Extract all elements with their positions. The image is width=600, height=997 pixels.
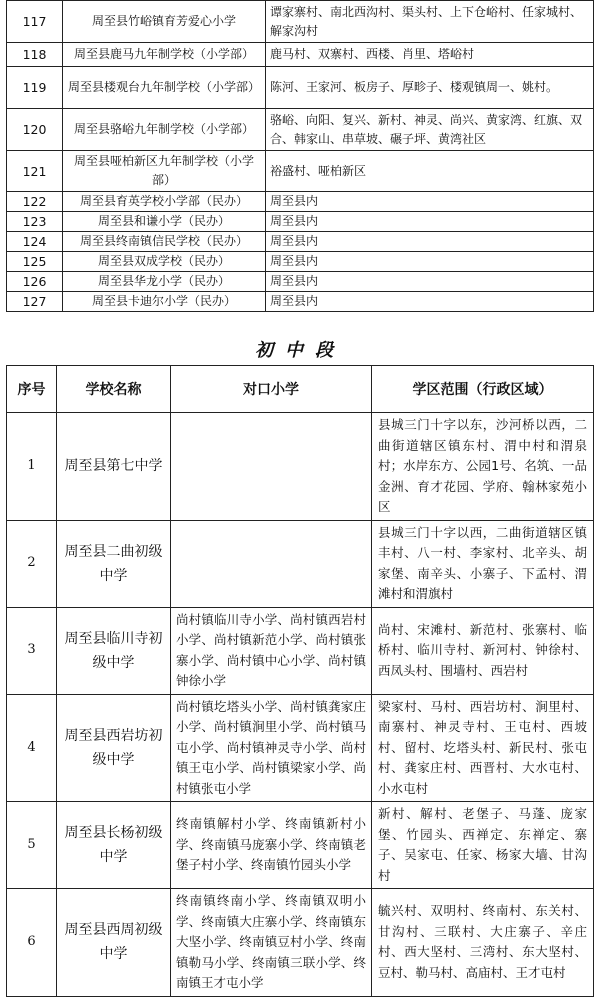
district-area: 梁家村、马村、西岩坊村、涧里村、南寨村、神灵寺村、王屯村、西坡村、留村、圪塔头村、新民村、张屯村、龚家庄村、西晋村、大水屯村、小水屯村 [372,694,594,802]
district-area: 周至县内 [266,212,594,232]
school-name: 周至县终南镇信民学校（民办） [63,232,266,252]
table-row [7,272,594,292]
table-row [7,67,594,109]
table-row [7,109,594,151]
school-name: 周至县华龙小学（民办） [63,272,266,292]
row-number: 4 [7,694,57,802]
table-row [7,607,594,694]
school-name: 周至县西岩坊初级中学 [57,694,171,802]
row-number: 121 [7,151,63,192]
feeder-schools [171,520,372,607]
school-name: 周至县卡迪尔小学（民办） [63,292,266,312]
school-name: 周至县哑柏新区九年制学校（小学部） [63,151,266,192]
school-name: 周至县骆峪九年制学校（小学部） [63,109,266,151]
row-number: 1 [7,413,57,521]
school-name: 周至县长杨初级中学 [57,802,171,889]
school-name: 周至县鹿马九年制学校（小学部） [63,43,266,67]
district-area: 鹿马村、双寨村、西楼、肖里、塔峪村 [266,43,594,67]
district-area: 毓兴村、双明村、终南村、东关村、甘沟村、三联村、大庄寨子、辛庄村、西大坚村、三湾村、东大坚村、豆村、勒马村、高庙村、王才屯村 [372,889,594,997]
table-row [7,413,594,521]
middle-school-table [6,365,594,997]
district-area: 周至县内 [266,232,594,252]
header-school: 学校名称 [57,366,171,413]
section-title: 初中段 [255,340,345,361]
row-number: 119 [7,67,63,109]
school-name: 周至县西周初级中学 [57,889,171,997]
row-number: 118 [7,43,63,67]
feeder-schools: 尚村镇临川寺小学、尚村镇西岩村小学、尚村镇新范小学、尚村镇张寨小学、尚村镇中心小学、尚村镇钟徐小学 [171,607,372,694]
row-number: 126 [7,272,63,292]
district-area: 尚村、宋滩村、新范村、张寨村、临桥村、临川寺村、新河村、钟徐村、西凤头村、围墙村、西岩村 [372,607,594,694]
feeder-schools: 终南镇终南小学、终南镇双明小学、终南镇大庄寨小学、终南镇东大坚小学、终南镇豆村小学、终南镇勒马小学、终南镇三联小学、终南镇王才屯小学 [171,889,372,997]
school-name: 周至县和谦小学（民办） [63,212,266,232]
primary-school-table [6,0,594,312]
district-area: 县城三门十字以西，二曲街道辖区镇丰村、八一村、李家村、北辛头、胡家堡、南辛头、小寨子、下孟村、渭滩村和渭旗村 [372,520,594,607]
table-row [7,151,594,192]
row-number: 5 [7,802,57,889]
feeder-schools: 尚村镇圪塔头小学、尚村镇龚家庄小学、尚村镇涧里小学、尚村镇马屯小学、尚村镇神灵寺小学、尚村镇王屯小学、尚村镇梁家小学、尚村镇张屯小学 [171,694,372,802]
table-row [7,802,594,889]
header-number: 序号 [7,366,57,413]
school-name: 周至县楼观台九年制学校（小学部） [63,67,266,109]
row-number: 124 [7,232,63,252]
district-area: 裕盛村、哑柏新区 [266,151,594,192]
feeder-schools: 终南镇解村小学、终南镇新村小学、终南镇马庞寨小学、终南镇老堡子村小学、终南镇竹园头小学 [171,802,372,889]
table-row [7,192,594,212]
row-number: 2 [7,520,57,607]
school-name: 周至县双成学校（民办） [63,252,266,272]
district-area: 陈河、王家河、板房子、厚畛子、楼观镇周一、姚村。 [266,67,594,109]
row-number: 123 [7,212,63,232]
district-area: 周至县内 [266,192,594,212]
row-number: 6 [7,889,57,997]
feeder-schools [171,413,372,521]
table-header-row [7,366,594,413]
district-area: 骆峪、向阳、复兴、新村、神灵、尚兴、黄家湾、红旗、双合、韩家山、串草坡、碾子坪、黄湾社区 [266,109,594,151]
table-row [7,212,594,232]
school-name: 周至县第七中学 [57,413,171,521]
row-number: 117 [7,1,63,43]
row-number: 125 [7,252,63,272]
table-row [7,292,594,312]
school-name: 周至县竹峪镇育芳爱心小学 [63,1,266,43]
header-area: 学区范围（行政区域） [372,366,594,413]
row-number: 120 [7,109,63,151]
school-name: 周至县育英学校小学部（民办） [63,192,266,212]
table-row [7,889,594,997]
table-row [7,1,594,43]
district-area: 周至县内 [266,272,594,292]
district-area: 周至县内 [266,252,594,272]
district-area: 县城三门十字以东，沙河桥以西，二曲街道辖区镇东村、渭中村和渭泉村；水岸东方、公园1号、名筑、一品金洲、育才花园、学府、翰林家苑小区 [372,413,594,521]
school-name: 周至县临川寺初级中学 [57,607,171,694]
table-row [7,694,594,802]
district-area: 谭家寨村、南北西沟村、渠头村、上下仓峪村、任家城村、解家沟村 [266,1,594,43]
table-row [7,232,594,252]
row-number: 127 [7,292,63,312]
district-area: 周至县内 [266,292,594,312]
row-number: 122 [7,192,63,212]
row-number: 3 [7,607,57,694]
table-row [7,43,594,67]
district-area: 新村、解村、老堡子、马蓬、庞家堡、竹园头、西禅定、东禅定、寨子、吴家屯、任家、杨家大墙、甘沟村 [372,802,594,889]
table-row [7,252,594,272]
header-feeder: 对口小学 [171,366,372,413]
table-row [7,520,594,607]
school-name: 周至县二曲初级中学 [57,520,171,607]
